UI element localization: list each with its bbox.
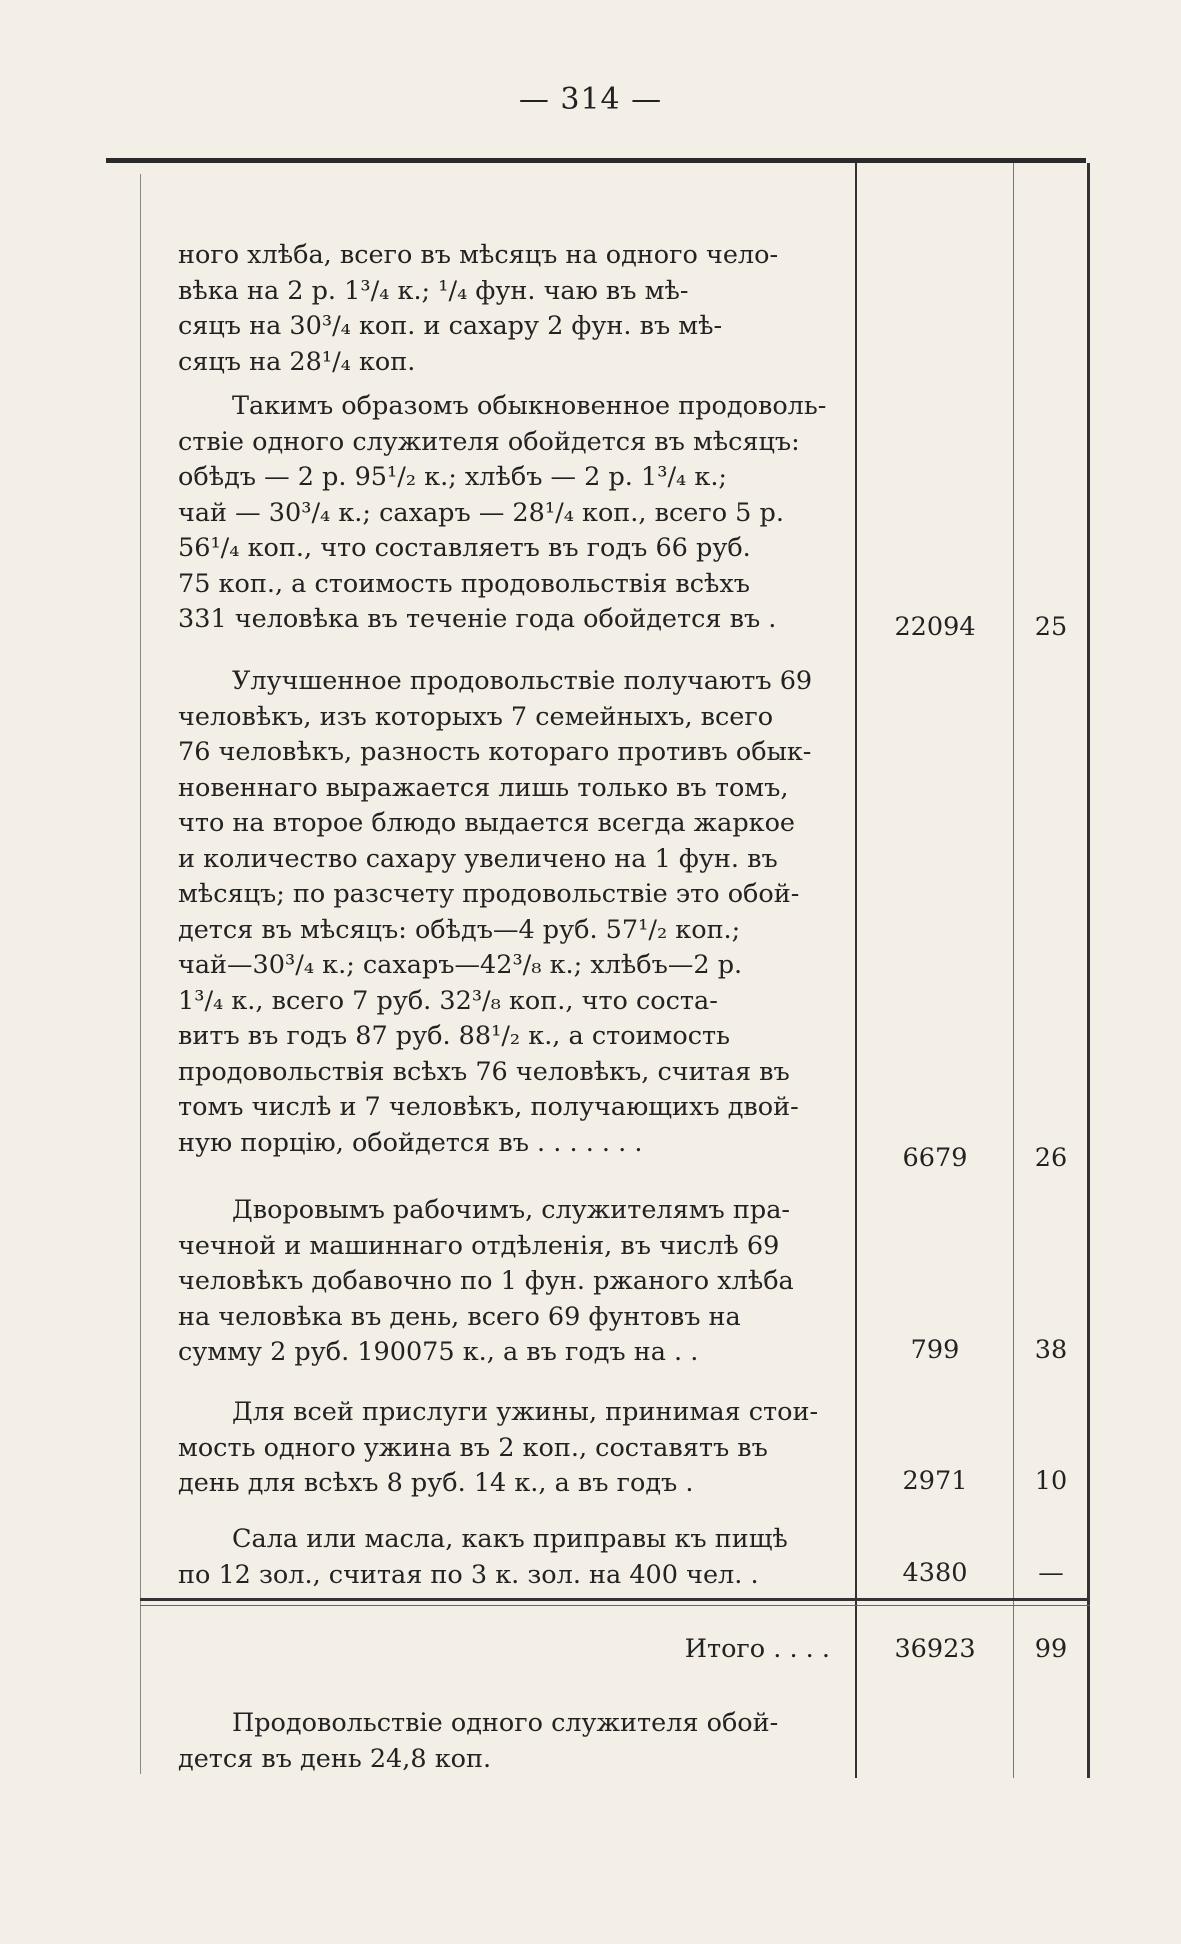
sum-kopecks: 26: [1034, 1143, 1068, 1173]
text-line: 75 коп., а стоимость продовольствія всѣхъ: [178, 568, 750, 599]
sum-kopecks: 10: [1034, 1466, 1068, 1496]
text-line: дется въ мѣсяцъ: обѣдъ—4 руб. 57¹/₂ коп.;: [178, 914, 741, 945]
column-line-left: [140, 174, 141, 1774]
total-rubles: 36923: [894, 1634, 976, 1664]
header-rule: [106, 158, 1086, 163]
text-line: мѣсяцъ; по разсчету продовольствіе это обой-: [178, 879, 800, 909]
text-line: 331 человѣка въ теченіе года обойдется въ .: [178, 604, 777, 634]
column-line-right: [1087, 163, 1090, 1778]
text-line: что на второе блюдо выдается всегда жаркое: [178, 808, 796, 838]
sum-kopecks: —: [1038, 1558, 1064, 1588]
text-line: новеннаго выражается лишь только въ томъ,: [178, 772, 789, 803]
text-line: 1³/₄ к., всего 7 руб. 32³/₈ коп., что соста-: [178, 985, 718, 1016]
text-line: дется въ день 24,8 коп.: [178, 1743, 492, 1774]
paragraph-6: [178, 1522, 833, 1593]
paragraph-3: [178, 664, 833, 1161]
text-line: день для всѣхъ 8 руб. 14 к., а въ годъ .: [178, 1468, 694, 1498]
text-line: чай—30³/₄ к.; сахаръ—42³/₈ к.; хлѣбъ—2 р.: [178, 950, 743, 980]
total-kopecks: 99: [1034, 1634, 1068, 1664]
sum-rubles: 22094: [894, 612, 976, 642]
footer-paragraph: [178, 1706, 833, 1777]
text-line: мость одного ужина въ 2 коп., составятъ въ: [178, 1432, 768, 1463]
text-line: продовольствія всѣхъ 76 человѣкъ, считая въ: [178, 1056, 790, 1087]
text-line: ствіе одного служителя обойдется въ мѣсяцъ:: [178, 426, 800, 457]
text-line: по 12 зол., считая по 3 к. зол. на 400 чел. .: [178, 1559, 759, 1590]
paragraph-4: [178, 1193, 833, 1371]
sum-kopecks: 25: [1034, 612, 1068, 642]
sum-rubles: 2971: [902, 1466, 968, 1496]
paragraph-1: [178, 238, 833, 380]
sum-rubles: 4380: [902, 1558, 968, 1588]
text-line: ную порцію, обойдется въ . . . . . . .: [178, 1127, 643, 1158]
total-rule: [140, 1598, 1090, 1601]
sum-rubles: 6679: [902, 1143, 968, 1173]
total-rule-thin: [140, 1605, 1090, 1606]
text-line: сяцъ на 28¹/₄ коп.: [178, 346, 416, 377]
sum-rubles: 799: [910, 1335, 960, 1365]
paragraph-5: [178, 1395, 833, 1502]
text-line: человѣкъ добавочно по 1 фун. ржаного хлѣба: [178, 1266, 794, 1296]
total-label: Итого . . . .: [684, 1634, 830, 1664]
text-line: Улучшенное продовольствіе получаютъ 69: [232, 666, 813, 696]
text-line: Продовольствіе одного служителя обой-: [232, 1708, 779, 1738]
text-line: обѣдъ — 2 р. 95¹/₂ к.; хлѣбъ — 2 р. 1³/₄ к.;: [178, 462, 728, 492]
text-line: чечной и машиннаго отдѣленія, въ числѣ 69: [178, 1230, 780, 1261]
text-line: 76 человѣкъ, разность котораго противъ обык-: [178, 737, 812, 767]
text-line: на человѣка въ день, всего 69 фунтовъ на: [178, 1301, 741, 1332]
column-line-sum: [855, 163, 857, 1778]
page-number: — 314 —: [518, 82, 663, 117]
text-line: витъ въ годъ 87 руб. 88¹/₂ к., а стоимость: [178, 1021, 731, 1051]
text-line: и количество сахару увеличено на 1 фун. въ: [178, 843, 778, 874]
text-line: Для всей прислуги ужины, принимая стои-: [232, 1397, 819, 1427]
text-line: чай — 30³/₄ к.; сахаръ — 28¹/₄ коп., всего 5 р.: [178, 497, 784, 528]
text-line: человѣкъ, изъ которыхъ 7 семейныхъ, всего: [178, 701, 774, 732]
paragraph-2: [178, 389, 833, 638]
text-line: сяцъ на 30³/₄ коп. и сахару 2 фун. въ мѣ-: [178, 311, 723, 341]
text-line: 56¹/₄ коп., что составляетъ въ годъ 66 руб.: [178, 533, 751, 563]
text-line: ного хлѣба, всего въ мѣсяцъ на одного чело-: [178, 240, 779, 270]
text-line: сумму 2 руб. 190075 к., а въ годъ на . .: [178, 1337, 699, 1367]
column-line-kopecks: [1013, 163, 1014, 1778]
text-line: томъ числѣ и 7 человѣкъ, получающихъ двой-: [178, 1092, 799, 1122]
text-line: вѣка на 2 р. 1³/₄ к.; ¹/₄ фун. чаю въ мѣ-: [178, 275, 689, 306]
text-line: Сала или масла, какъ приправы къ пищѣ: [232, 1524, 788, 1554]
text-line: Дворовымъ рабочимъ, служителямъ пра-: [232, 1195, 791, 1225]
text-line: Такимъ образомъ обыкновенное продоволь-: [232, 391, 827, 421]
sum-kopecks: 38: [1034, 1335, 1068, 1365]
